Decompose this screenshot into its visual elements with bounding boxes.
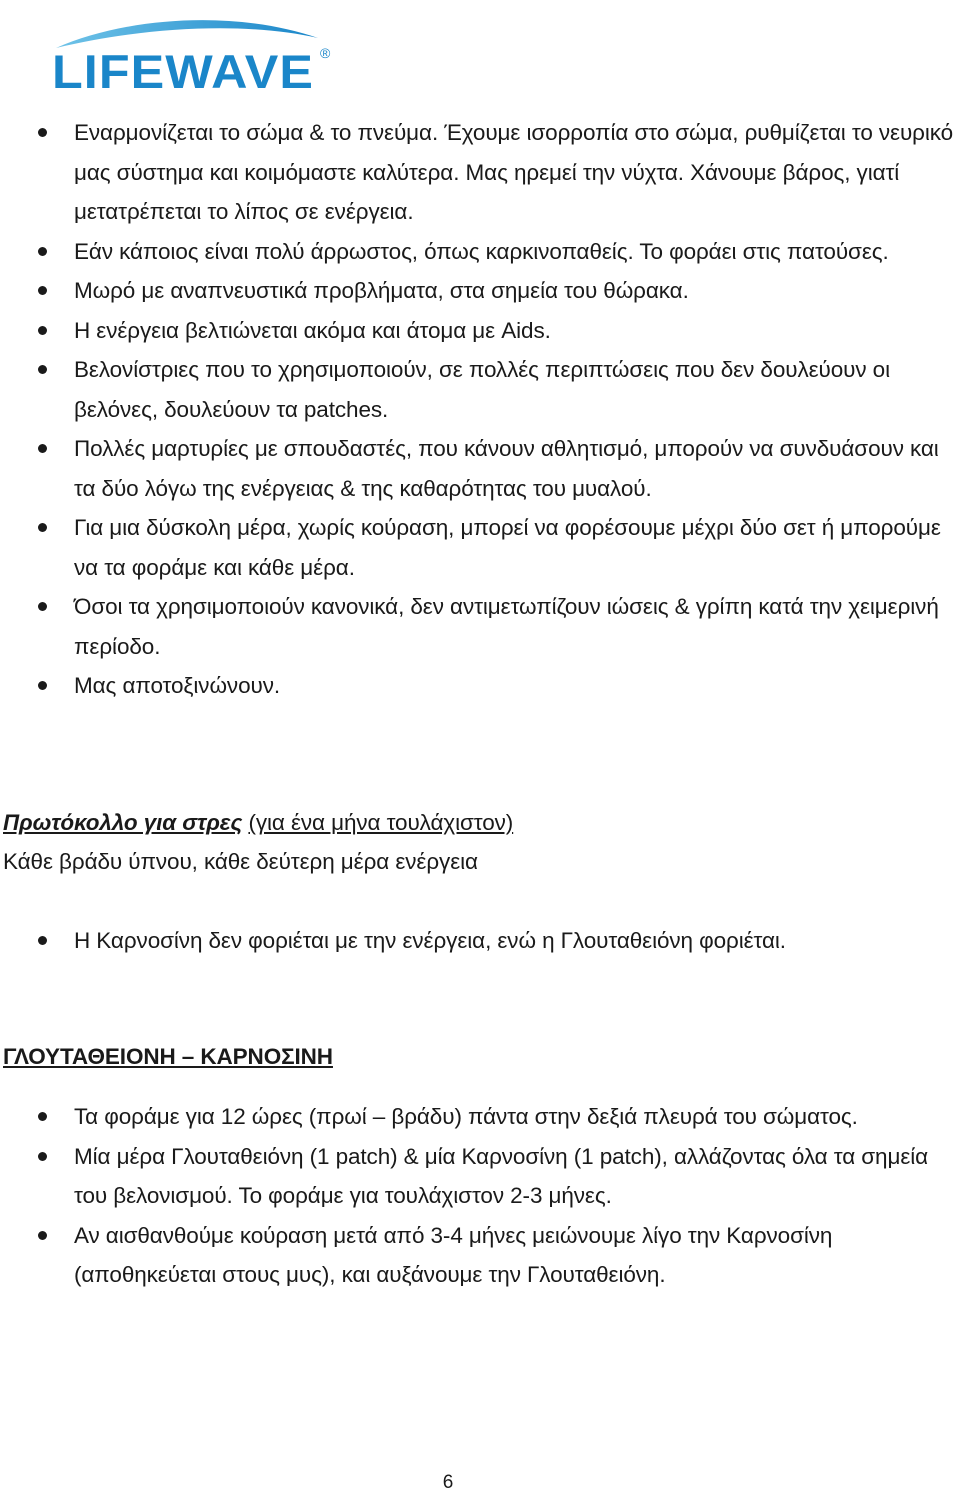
glutathione-carnosine-list [0, 1097, 960, 1295]
list-item: Η Καρνοσίνη δεν φοριέται με την ενέργεια, ενώ η Γλουταθειόνη φοριέται. [0, 921, 960, 961]
stress-protocol-schedule: Κάθε βράδυ ύπνου, κάθε δεύτερη μέρα ενέργεια [3, 849, 478, 874]
logo-swoosh [56, 20, 318, 48]
logo-wordmark: LIFEWAVE [52, 45, 314, 98]
list-item: Εναρμονίζεται το σώμα & το πνεύμα. Έχουμε ισορροπία στο σώμα, ρυθμίζεται το νευρικό μας σύστημα και κοιμόμαστε καλύτερα. Μας ηρεμεί την νύχτα. Χάνουμε βάρος, γιατί μετατρέπεται το λίπος σε ενέργεια. [0, 113, 960, 232]
glutathione-carnosine-heading: ΓΛΟΥΤΑΘΕΙΟΝΗ – ΚΑΡΝΟΣΙΝΗ [3, 1044, 333, 1069]
list-item: Εάν κάποιος είναι πολύ άρρωστος, όπως καρκινοπαθείς. Το φοράει στις πατούσες. [0, 232, 960, 272]
list-item: Η ενέργεια βελτιώνεται ακόμα και άτομα με Aids. [0, 311, 960, 351]
stress-protocol-list [0, 921, 960, 961]
list-item: Μία μέρα Γλουταθειόνη (1 patch) & μία Καρνοσίνη (1 patch), αλλάζοντας όλα τα σημεία του βελονισμού. Το φοράμε για τουλάχιστον 2-3 μήνες. [0, 1137, 960, 1216]
list-item: Για μια δύσκολη μέρα, χωρίς κούραση, μπορεί να φορέσουμε μέχρι δύο σετ ή μπορούμε να τα φοράμε και κάθε μέρα. [0, 508, 960, 587]
page-number: 6 [442, 1472, 454, 1493]
stress-protocol-subtitle: (για ένα μήνα τουλάχιστον) [248, 810, 514, 835]
list-item: Μας αποτοξινώνουν. [0, 666, 960, 706]
list-item: Τα φοράμε για 12 ώρες (πρωί – βράδυ) πάντα στην δεξιά πλευρά του σώματος. [0, 1097, 960, 1137]
list-item: Βελονίστριες που το χρησιμοποιούν, σε πολλές περιπτώσεις που δεν δουλεύουν οι βελόνες, δουλεύουν τα patches. [0, 350, 960, 429]
logo-trademark: ® [320, 45, 331, 61]
list-item: Μωρό με αναπνευστικά προβλήματα, στα σημεία του θώρακα. [0, 271, 960, 311]
list-item: Αν αισθανθούμε κούραση μετά από 3-4 μήνες μειώνουμε λίγο την Καρνοσίνη (αποθηκεύεται στους μυς), και αυξάνουμε την Γλουταθειόνη. [0, 1216, 960, 1295]
lifewave-logo [48, 8, 348, 98]
benefits-list [0, 113, 960, 706]
list-item: Πολλές μαρτυρίες με σπουδαστές, που κάνουν αθλητισμό, μπορούν να συνδυάσουν και τα δύο λόγω της ενέργειας & της καθαρότητας του μυαλού. [0, 429, 960, 508]
list-item: Όσοι τα χρησιμοποιούν κανονικά, δεν αντιμετωπίζουν ιώσεις & γρίπη κατά την χειμερινή περίοδο. [0, 587, 960, 666]
stress-protocol-title: Πρωτόκολλο για στρες [3, 810, 243, 835]
stress-protocol-heading [3, 803, 513, 843]
